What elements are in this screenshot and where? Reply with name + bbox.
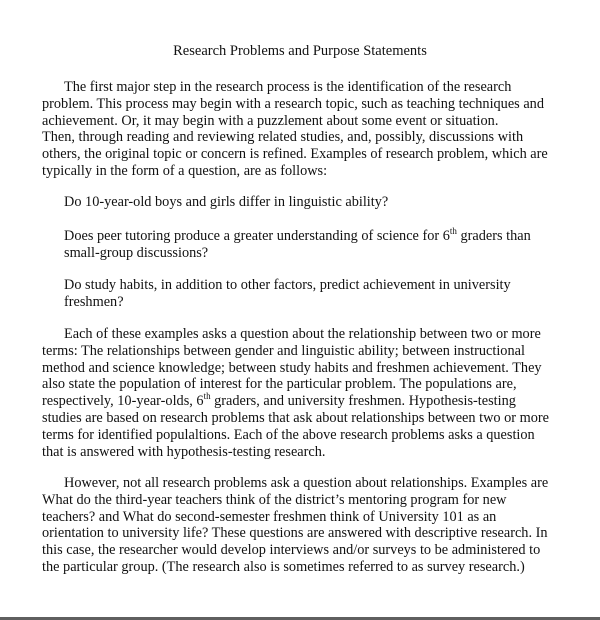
text-line: method and science knowledge; between study habits and freshmen achievement. They <box>42 359 542 376</box>
text-line: achievement. Or, it may begin with a puzzlement about some event or situation. <box>42 112 499 129</box>
example-question-3 <box>64 277 564 311</box>
text-line: the particular group. (The research also is sometimes referred to as survey research.) <box>42 558 525 575</box>
text-line: Then, through reading and reviewing related studies, and, possibly, discussions with <box>42 129 524 146</box>
superscript: th <box>203 391 211 402</box>
superscript: th <box>449 226 457 236</box>
paragraph-examples <box>42 326 562 460</box>
text-line: studies are based on research problems that ask about relationships between two or more <box>42 409 549 426</box>
text-line <box>64 228 564 245</box>
text-line: Do 10-year-old boys and girls differ in linguistic ability? <box>64 194 389 210</box>
text-line: orientation to university life? These questions are answered with descriptive research. In <box>42 525 548 542</box>
text-run: graders than <box>456 228 531 244</box>
text-line: However, not all research problems ask a question about relationships. Examples are <box>64 475 549 491</box>
text-line: teachers? and What do second-semester freshmen think of University 101 as an <box>42 508 497 525</box>
text-line: this case, the researcher would develop interviews and/or surveys to be administered to <box>42 542 541 559</box>
text-line: The first major step in the research process is the identification of the research <box>64 79 512 95</box>
text-line: Do study habits, in addition to other factors, predict achievement in university <box>64 277 511 293</box>
text-line: typically in the form of a question, are as follows: <box>42 162 328 179</box>
paragraph-descriptive <box>42 475 562 576</box>
example-question-1 <box>64 194 564 211</box>
text-line: terms for identified populaltions. Each of the above research problems asks a question <box>42 426 535 443</box>
paragraph-intro <box>42 79 562 180</box>
text-line: problem. This process may begin with a research topic, such as teaching techniques and <box>42 95 544 112</box>
document-title: Research Problems and Purpose Statements <box>173 43 427 59</box>
text-line: freshmen? <box>64 293 124 310</box>
text-line: small-group discussions? <box>64 244 209 261</box>
text-line: also state the population of interest for the particular problem. The populations are, <box>42 376 517 393</box>
text-run: graders, and university freshmen. Hypothesis-testing <box>210 393 516 410</box>
text-line: that is answered with hypothesis-testing research. <box>42 443 326 460</box>
text-line: terms: The relationships between gender and linguistic ability; between instructional <box>42 342 525 359</box>
text-line <box>42 393 562 410</box>
text-line: What do the third-year teachers think of the district’s mentoring program for new <box>42 491 507 508</box>
text-run: respectively, 10-year-olds, 6 <box>42 393 204 410</box>
text-line: others, the original topic or concern is refined. Examples of research problem, which are <box>42 146 548 163</box>
text-line: Each of these examples asks a question about the relationship between two or more <box>64 326 541 342</box>
example-question-2 <box>64 228 564 262</box>
text-run: Does peer tutoring produce a greater understanding of science for 6 <box>64 228 450 244</box>
